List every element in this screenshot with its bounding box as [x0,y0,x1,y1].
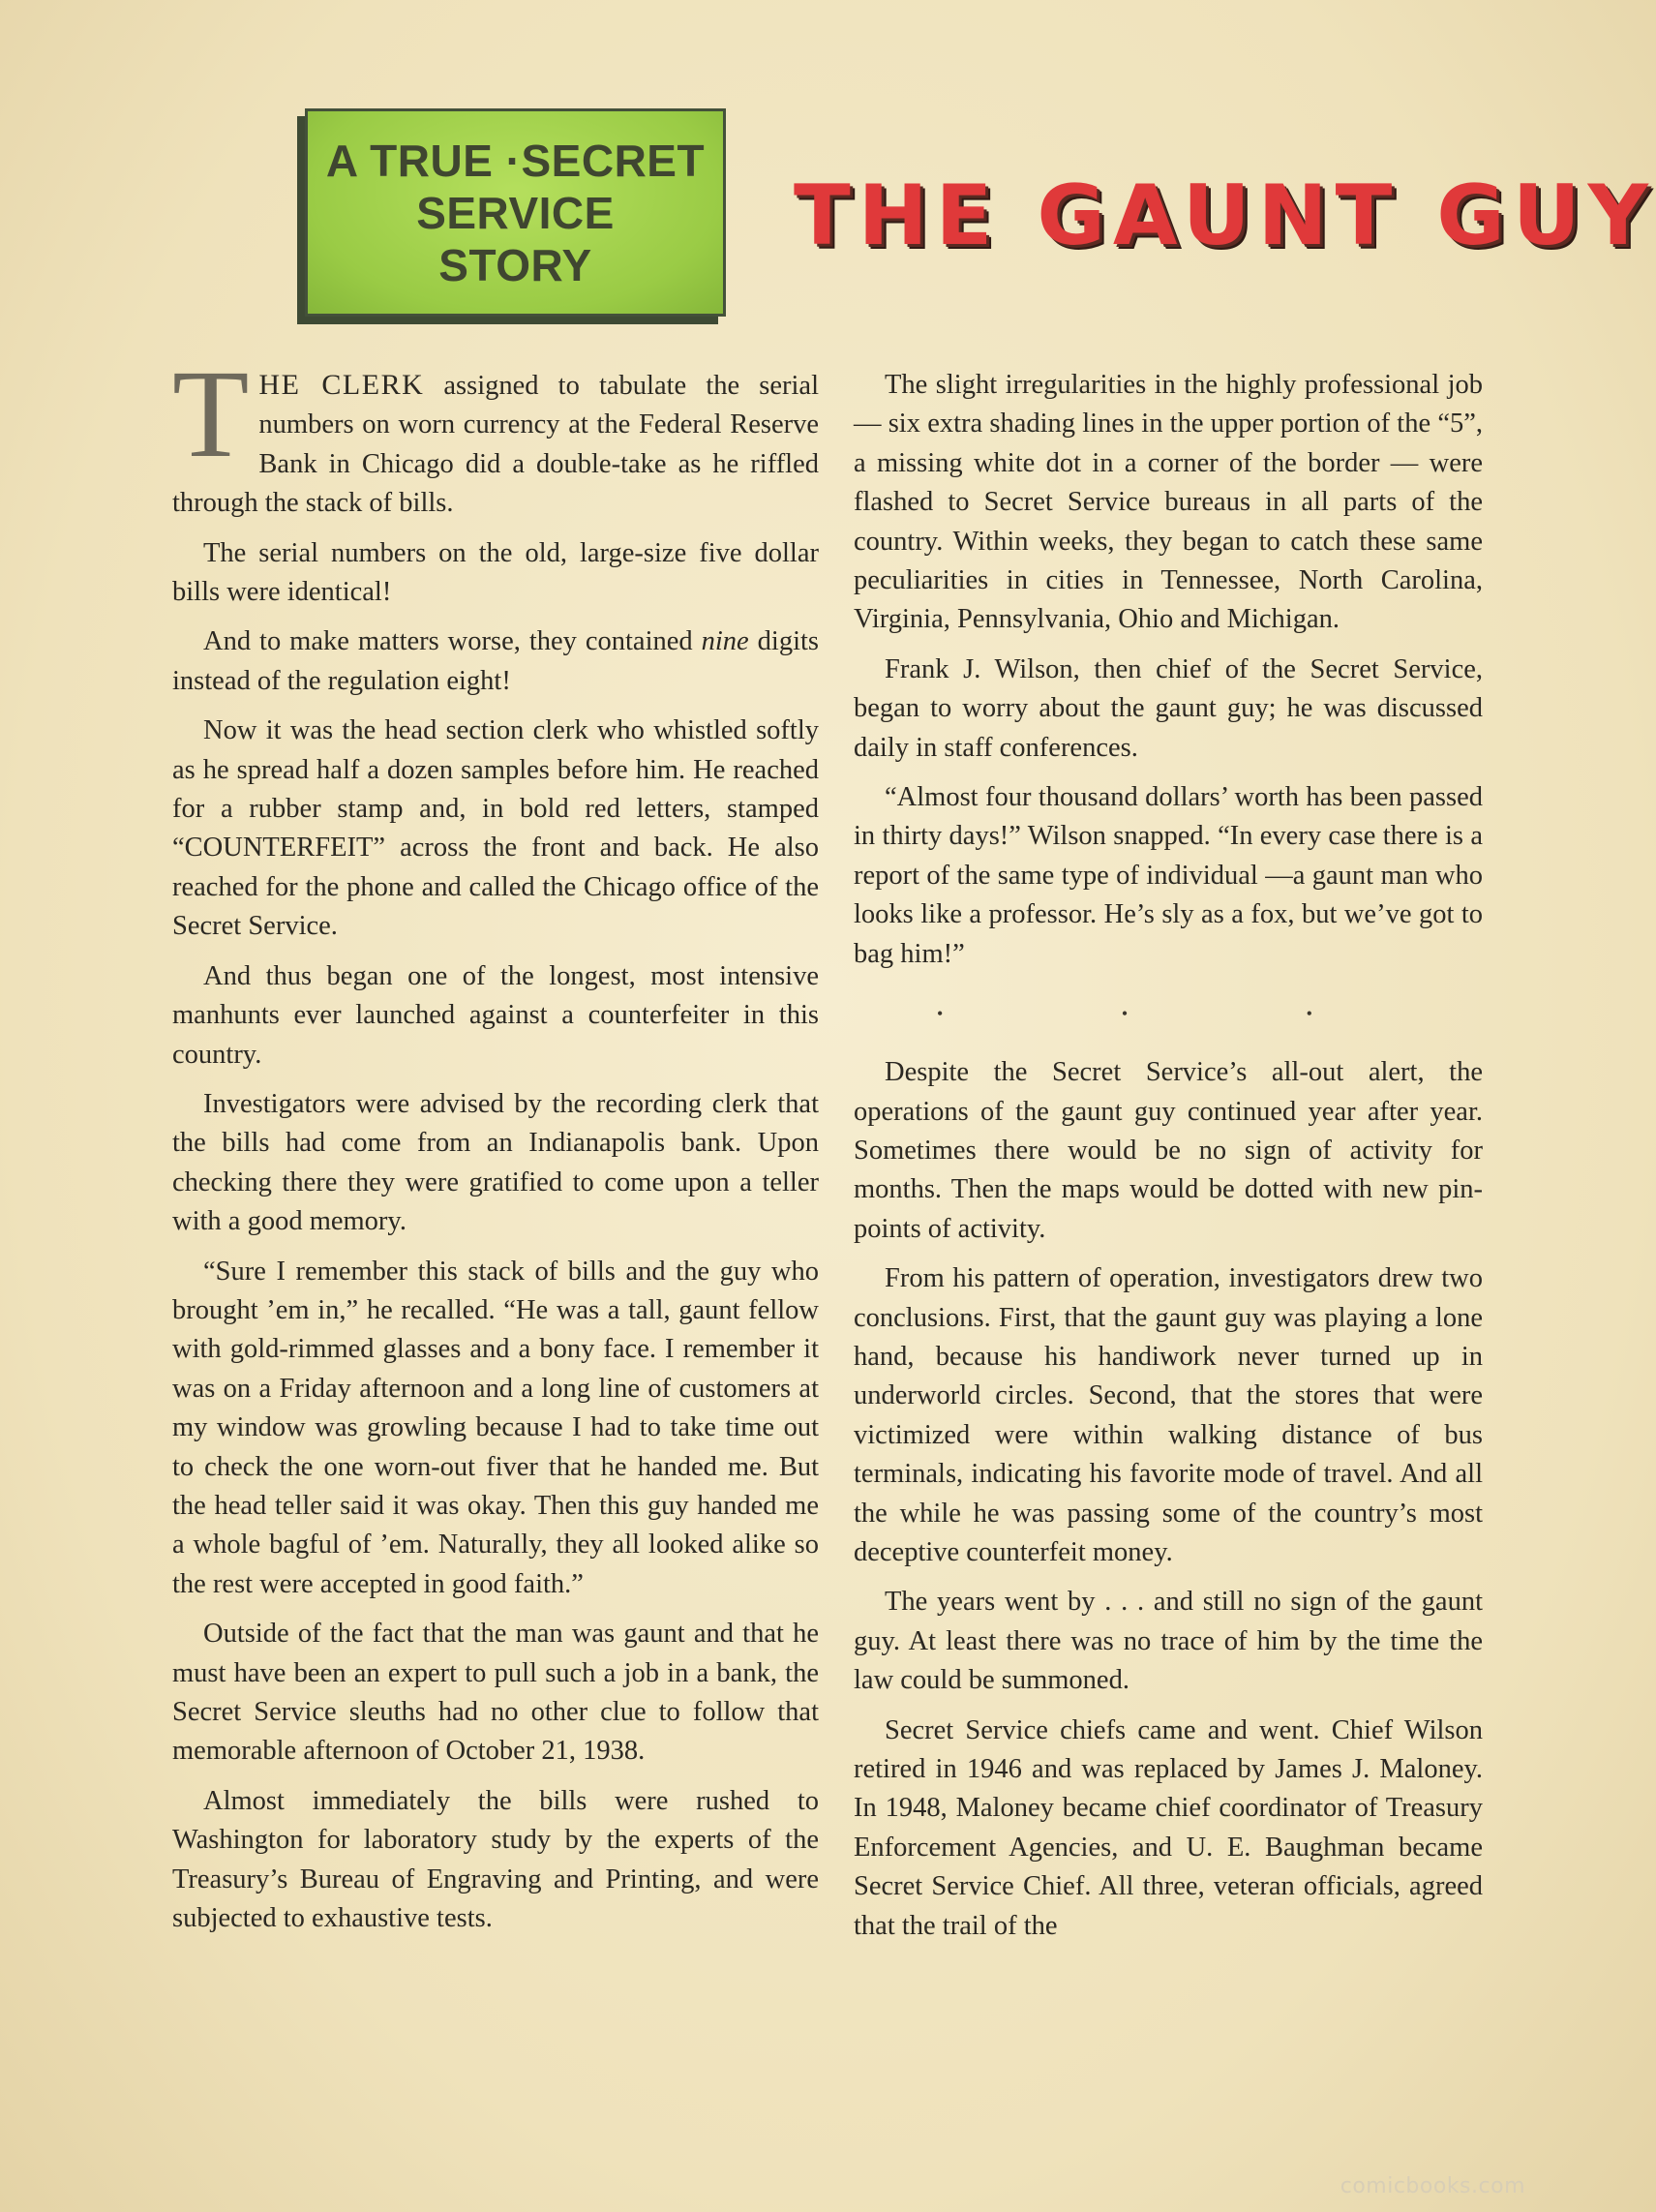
paragraph: Despite the Secret Service’s all-out alert, the operations of the gaunt guy continued year after year. Sometimes there would be no sign of activity for months. Then the maps would be dotted with new pin-points of activity. [854,1057,1483,1244]
section-separator: • • • [937,1004,1400,1024]
paragraph: Secret Service chiefs came and went. Chief Wilson retired in 1946 and was replaced by James J. Maloney. In 1948, Maloney became chief coordinator of Treasury Enforcement Agencies, and U. E. Baughman became Secret Service Chief. All three, veteran officials, agreed that the trail of the [854,1714,1483,1941]
paragraph-text: assigned to tabulate the serial numbers on worn currency at the Federal Reserve Bank in Chicago did a double-take as he riffled through the stack of bills. [172,371,819,519]
drop-cap: T [172,345,250,484]
paragraph: Outside of the fact that the man was gaunt and that he must have been an expert to pull such a job in a bank, the Secret Service sleuths had no other clue to follow that memorable afternoon of October 21, 1938. [172,1619,819,1767]
paragraph: The years went by . . . and still no sign of the gaunt guy. At least there was no trace of him by the time the law could be summoned. [854,1587,1483,1696]
paragraph: The serial numbers on the old, large-size five dollar bills were identical! [172,537,819,608]
paragraph: And thus began one of the longest, most intensive manhunts ever launched against a counterfeiter in this country. [172,960,819,1070]
paragraph: The slight irregularities in the highly professional job — six extra shading lines in the upper portion of the “5”, a missing white dot in a corner of the border — were flashed to Secret Service bureaus in all parts of the country. Within weeks, they began to catch these same peculiarities in cities in Tennessee, North Carolina, Virginia, Pennsylvania, Ohio and Michigan. [854,370,1483,635]
paragraph: From his pattern of operation, investigators drew two conclusions. First, that the gaunt guy was playing a lone hand, because his handiwork never turned up in underworld circles. Second, that the stores that were victimized were within walking distance of bus terminals, indicating his favorite mode of travel. And all the while he was passing some of the country’s most deceptive counterfeit money. [854,1263,1483,1567]
paragraph-text: And to make matters worse, they contained [203,626,702,657]
left-text-column [172,345,819,1949]
paragraph [172,622,819,701]
paragraph: Investigators were advised by the recording clerk that the bills had come from an Indianapolis bank. Upon checking there they were gratified to come upon a teller with a good memory. [172,1088,819,1237]
story-label-line-2: SERVICE [416,187,615,238]
paragraph: Almost immediately the bills were rushed to Washington for laboratory study by the experts of the Treasury’s Bureau of Engraving and Printing, and were subjected to exhaustive tests. [172,1785,819,1934]
right-text-column [854,366,1483,1956]
paragraph: Frank J. Wilson, then chief of the Secret Service, began to worry about the gaunt guy; he was discussed daily in staff conferences. [854,653,1483,763]
paragraph: Now it was the head section clerk who whistled softly as he spread half a dozen samples before him. He reached for a rubber stamp and, in bold red letters, stamped “COUNTERFEIT” across the front and back. He also reached for the phone and called the Chicago office of the Secret Service. [172,715,819,942]
lead-in: HE CLERK [258,369,425,401]
source-watermark: comicbooks.com [1340,2174,1525,2198]
story-label-box [305,108,726,317]
paragraph-text: digits instead of the regulation eight! [172,626,819,696]
paragraph: “Almost four thousand dollars’ worth has been passed in thirty days!” Wilson snapped. “In every case there is a report of the same type of individual —a gaunt man who looks like a professor. He’s sly as a fox, but we’ve got to bag him!” [854,782,1483,969]
paragraph: “Sure I remember this stack of bills and the guy who brought ’em in,” he recalled. “He was a tall, gaunt fellow with gold-rimmed glasses and a bony face. I remember it was on a Friday afternoon and a long line of customers at my window was growling because I had to take time out to check the one worn-out fiver that he handed me. But the head teller said it was okay. Then this guy handed me a whole bagful of ’em. Naturally, they all looked alike so the rest were accepted in good faith.” [172,1256,819,1599]
emphasis: nine [701,626,749,657]
paragraph [172,345,819,524]
story-label-line-3: STORY [438,239,592,290]
story-label-line-1: A TRUE ·SECRET [325,135,706,186]
story-headline: THE GAUNT GUY [794,167,1656,264]
